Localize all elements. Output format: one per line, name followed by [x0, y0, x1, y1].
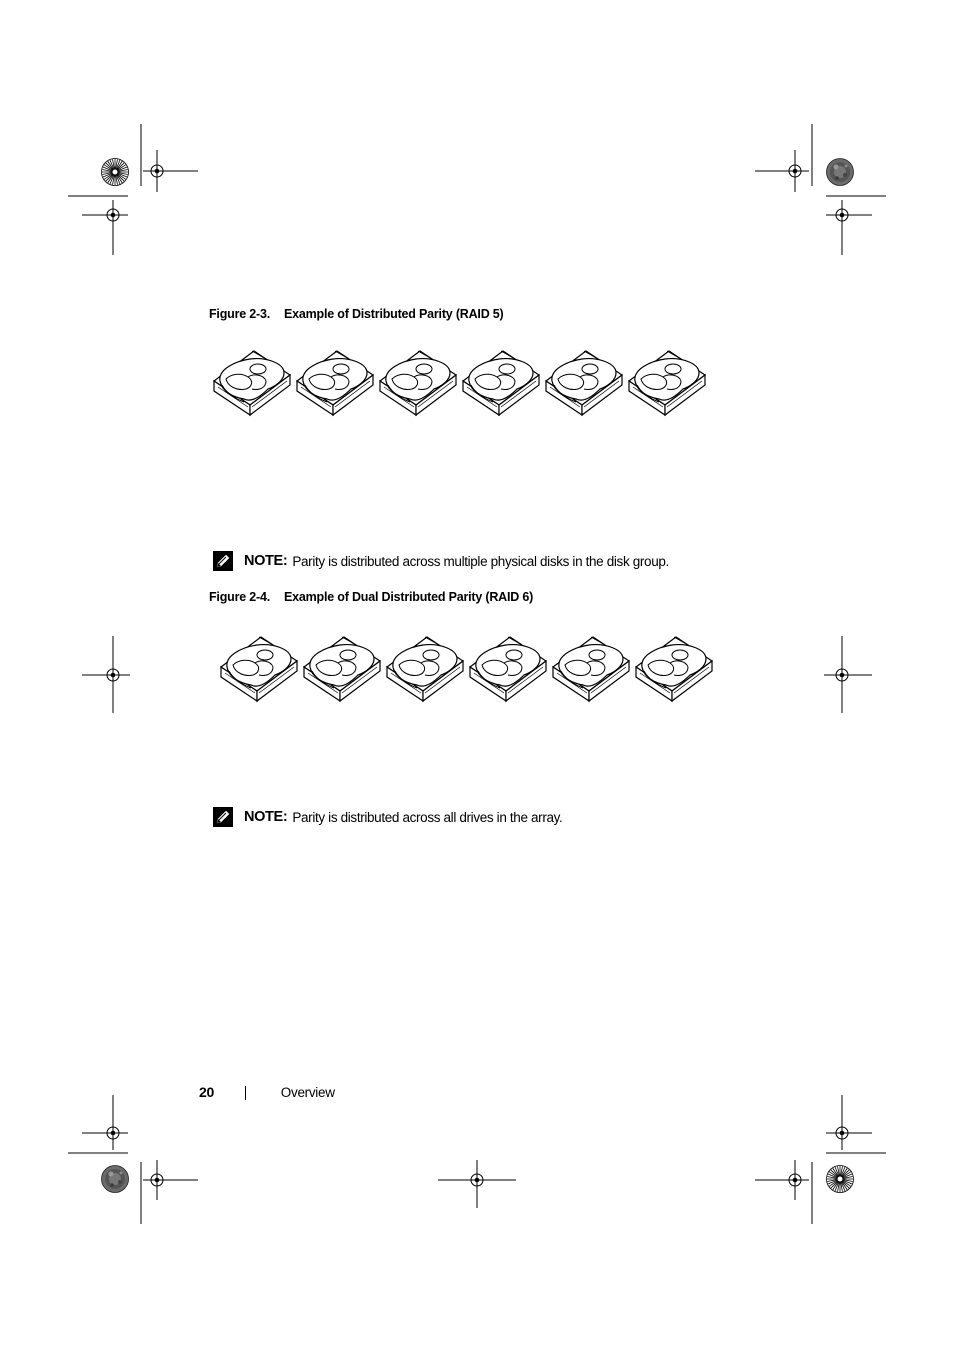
disk-icon: [636, 637, 712, 701]
figure-caption-raid5: [209, 307, 504, 321]
disk-icon: [470, 637, 546, 701]
figure-raid6-disks: [219, 633, 719, 705]
note-text: Parity is distributed across multiple physical disks in the disk group.: [292, 553, 669, 569]
pencil-note-icon: [212, 550, 234, 572]
note-label: NOTE:: [244, 553, 288, 569]
disk-icon: [463, 351, 539, 415]
note-raid6: [212, 806, 562, 828]
disk-icon: [297, 351, 373, 415]
figure-title: Example of Distributed Parity (RAID 5): [284, 307, 504, 321]
disk-icon: [553, 637, 629, 701]
footer-separator: [245, 1086, 246, 1100]
page-number: 20: [199, 1084, 214, 1100]
pencil-note-icon: [212, 806, 234, 828]
figure-number: Figure 2-4.: [209, 590, 271, 604]
note-raid5: [212, 550, 669, 572]
disk-icon: [387, 637, 463, 701]
page-footer: [199, 1084, 335, 1100]
figure-title: Example of Dual Distributed Parity (RAID 6): [284, 590, 534, 604]
disk-icon: [629, 351, 705, 415]
disk-icon: [214, 351, 290, 415]
figure-raid5-disks: [212, 347, 712, 419]
note-text: Parity is distributed across all drives in the array.: [292, 809, 563, 825]
note-label: NOTE:: [244, 809, 288, 825]
footer-section: Overview: [280, 1085, 335, 1100]
figure-number: Figure 2-3.: [209, 307, 271, 321]
disk-icon: [546, 351, 622, 415]
disk-icon: [304, 637, 380, 701]
figure-caption-raid6: [209, 590, 533, 604]
disk-icon: [221, 637, 297, 701]
disk-icon: [380, 351, 456, 415]
